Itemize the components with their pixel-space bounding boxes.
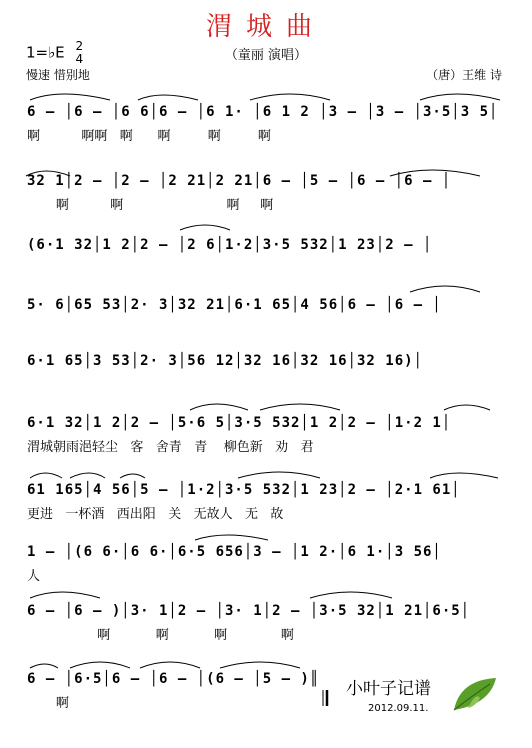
- notation-line: 32 1│2 – │2 – │2 21│2 21│6 – │5 – │6 – │6 – │: [27, 173, 452, 189]
- lyric-line: 更进 一杯酒 西出阳 关 无故人 无 故: [27, 507, 284, 522]
- lyric-line: 渭城朝雨浥轻尘 客 舍青 青 柳色新 劝 君: [27, 440, 314, 455]
- lyric-line: 啊 啊 啊 啊: [27, 628, 294, 643]
- lyric-line: 啊: [27, 696, 69, 711]
- notation-line: 1 – │(6 6·│6 6·│6·5 656│3 – │1 2·│6 1·│3 56│: [27, 544, 442, 560]
- key-label: 1=♭E: [26, 43, 65, 62]
- notation-line: 6 – │6 – )│3· 1│2 – │3· 1│2 – │3·5 32│1 21│6·5│: [27, 603, 471, 619]
- song-title: 渭城曲: [205, 12, 326, 42]
- lyric-line: 人: [27, 569, 41, 584]
- notation-line: 6·1 65│3 53│2· 3│56 12│32 16│32 16│32 16)│: [27, 353, 424, 369]
- notation-line: 61 165│4 56│5 – │1·2│3·5 532│1 23│2 – │2·1 61│: [27, 482, 461, 498]
- time-bottom: 4: [75, 52, 84, 66]
- notation-line: (6·1 32│1 2│2 – │2 6│1·2│3·5 532│1 23│2 – │: [27, 237, 433, 253]
- transcription-date: 2012.09.11.: [368, 703, 429, 714]
- leaf-icon: [450, 674, 500, 714]
- time-signature: [75, 40, 83, 66]
- key-signature: [26, 40, 83, 66]
- notation-line: 6 – │6 – │6 6│6 – │6 1· │6 1 2 │3 – │3 – │3·5│3 5│: [27, 104, 499, 120]
- lyricist: （唐）王维 诗: [426, 68, 502, 82]
- notation-line: 6 – │6·5│6 – │6 – │(6 – │5 – )║: [27, 671, 320, 687]
- transcriber-signature: 小叶子记谱: [346, 679, 431, 699]
- notation-line: 5· 6│65 53│2· 3│32 21│6·1 65│4 56│6 – │6 – │: [27, 297, 442, 313]
- time-top: 2: [75, 39, 84, 53]
- lyric-line: 啊 啊啊 啊 啊 啊 啊: [27, 129, 271, 144]
- singer-credit: （童丽 演唱）: [224, 48, 308, 63]
- tempo-marking: 慢速 惜别地: [26, 68, 90, 82]
- lyric-line: 啊 啊 啊 啊: [27, 198, 274, 213]
- notation-line: 6·1 32│1 2│2 – │5·6 5│3·5 532│1 2│2 – │1·2 1│: [27, 415, 452, 431]
